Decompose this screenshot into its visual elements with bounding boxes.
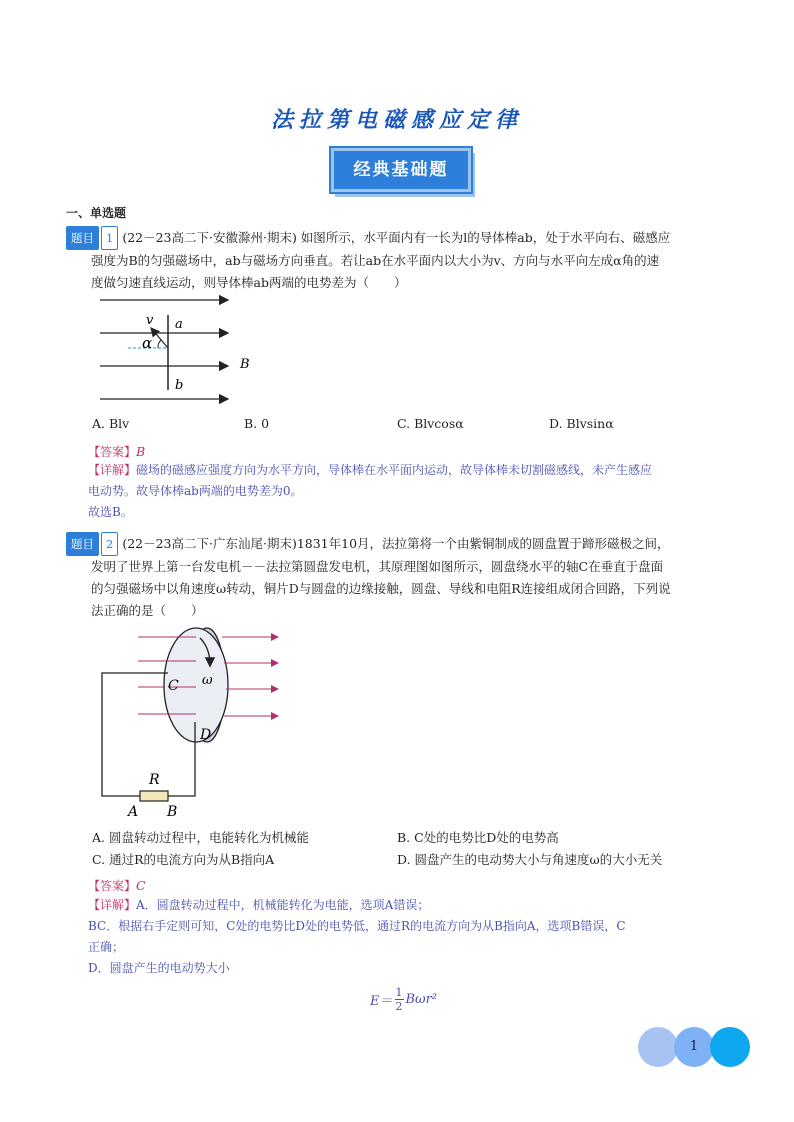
option-b[interactable]: B. C处的电势比D处的电势高 bbox=[397, 830, 559, 845]
option-b[interactable]: B. 0 bbox=[244, 416, 270, 431]
label-alpha: α bbox=[142, 334, 153, 352]
question-text: (22－23高二下·广东汕尾·期末)1831年10月，法拉第将一个由紫铜制成的圆盘置于蹄形磁极之间， bbox=[122, 536, 670, 551]
answer-2 bbox=[88, 875, 146, 894]
label-C: C bbox=[168, 678, 179, 694]
option-a[interactable]: A. 圆盘转动过程中，电能转化为机械能 bbox=[92, 830, 309, 845]
detail-text: 正确； bbox=[88, 940, 125, 954]
label-B: B bbox=[240, 357, 250, 372]
question-number: 1 bbox=[101, 226, 118, 250]
pager-circle bbox=[710, 1027, 750, 1067]
detail-1 bbox=[88, 460, 748, 523]
option-d[interactable]: D. 圆盘产生的电动势大小与角速度ω的大小无关 bbox=[397, 852, 663, 867]
answer-label: 【答案】 bbox=[88, 445, 137, 459]
resistor bbox=[140, 791, 168, 801]
label-B: B bbox=[167, 804, 178, 820]
question-tag: 题目 bbox=[66, 226, 99, 250]
detail-text: BC．根据右手定则可知，C处的电势比D处的电势低，通过R的电流方向为从B指向A，选项B错误，C bbox=[88, 919, 626, 933]
detail-label: 【详解】 bbox=[88, 463, 137, 477]
label-a: a bbox=[175, 317, 183, 332]
page-title: 法拉第电磁感应定律 bbox=[270, 107, 523, 133]
detail-label: 【详解】 bbox=[88, 898, 137, 912]
detail-text: 磁场的磁感应强度方向为水平方向，导体棒在水平面内运动，故导体棒未切割磁感线，未产生感应 bbox=[136, 463, 653, 477]
detail-text: A．圆盘转动过程中，机械能转化为电能，选项A错误； bbox=[136, 898, 430, 912]
formula-denominator: 2 bbox=[395, 1000, 403, 1013]
question-text: 法正确的是（ ） bbox=[91, 603, 204, 618]
question-text: 发明了世界上第一台发电机－－法拉第圆盘发电机，其原理图如图所示，圆盘绕水平的轴C在垂直于盘面 bbox=[91, 559, 664, 574]
answer-value: B bbox=[136, 444, 146, 459]
formula-rhs: Bωr² bbox=[405, 992, 438, 1007]
figure-faraday-disk bbox=[96, 618, 296, 823]
question-text: (22－23高二下·安徽滁州·期末) 如图所示，水平面内有一长为l的导体棒ab，处于水平向右、磁感应 bbox=[122, 230, 671, 245]
angle-arc bbox=[158, 340, 161, 348]
question-text: 的匀强磁场中以角速度ω转动，铜片D与圆盘的边缘接触，圆盘、导线和电阻R连接组成闭合回路，下列说 bbox=[91, 581, 671, 596]
formula-numerator: 1 bbox=[395, 986, 403, 999]
detail-text: D．圆盘产生的电动势大小 bbox=[88, 961, 230, 975]
answer-value: C bbox=[136, 878, 146, 893]
question-1 bbox=[66, 226, 746, 294]
formula-fraction bbox=[395, 986, 404, 1013]
question-text: 度做匀速直线运动，则导体棒ab两端的电势差为（ ） bbox=[91, 275, 407, 290]
label-A: A bbox=[128, 804, 139, 820]
detail-2 bbox=[88, 895, 758, 979]
velocity-arrow bbox=[151, 328, 168, 348]
detail-text: 电动势。故导体棒ab两端的电势差为0。 bbox=[88, 484, 303, 498]
page-indicator bbox=[638, 1027, 750, 1067]
option-a[interactable]: A. Blv bbox=[92, 416, 130, 431]
section-heading: 一、单选题 bbox=[66, 206, 127, 220]
option-c[interactable]: C. 通过R的电流方向为从B指向A bbox=[92, 852, 275, 867]
page-number: 1 bbox=[689, 1039, 699, 1054]
answer-label: 【答案】 bbox=[88, 879, 137, 893]
pager-circle bbox=[638, 1027, 678, 1067]
question-number: 2 bbox=[101, 532, 118, 556]
formula-lhs: E＝ bbox=[370, 994, 393, 1009]
question-text: 强度为B的匀强磁场中，ab与磁场方向垂直。若让ab在水平面内以大小为v、方向与水平向左成α角的速 bbox=[91, 253, 660, 268]
label-R: R bbox=[149, 772, 160, 788]
option-d[interactable]: D. Blvsinα bbox=[549, 416, 614, 431]
question-tag: 题目 bbox=[66, 532, 99, 556]
figure-rod-field bbox=[96, 292, 276, 408]
section-badge: 经典基础题 bbox=[331, 148, 471, 192]
formula-emf bbox=[370, 986, 437, 1013]
label-D: D bbox=[200, 727, 212, 743]
detail-text: 故选B。 bbox=[88, 505, 133, 519]
label-v: v bbox=[146, 313, 154, 328]
label-omega: ω bbox=[202, 673, 213, 688]
answer-1 bbox=[88, 441, 145, 460]
option-c[interactable]: C. Blvcosα bbox=[397, 416, 464, 431]
label-b: b bbox=[175, 378, 184, 393]
question-2 bbox=[66, 532, 756, 622]
